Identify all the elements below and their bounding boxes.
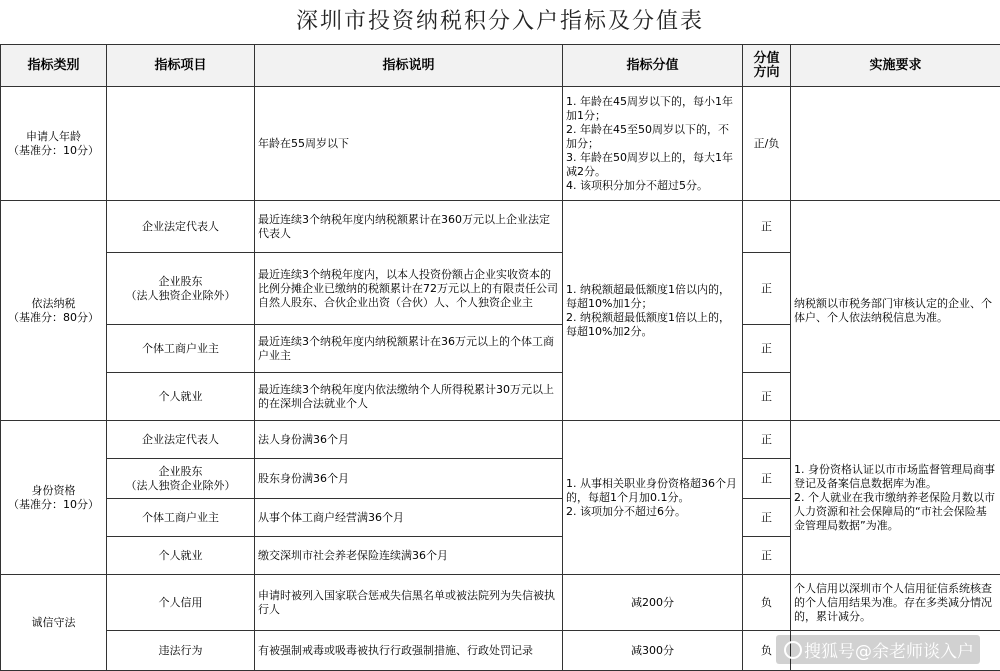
item-cell: 个体工商户业主 [107, 499, 255, 537]
header-category: 指标类别 [1, 45, 107, 87]
requirement-cell: 个人信用以深圳市个人信用征信系统核查的个人信用结果为准。存在多类减分情况的，累计减分。 [791, 575, 1000, 631]
table-row [1, 421, 1000, 459]
watermark [776, 635, 980, 664]
score-cell: 1. 年龄在45周岁以下的，每小1年加1分； 2. 年龄在45至50周岁以下的，不加分； 3. 年龄在50周岁以上的，每大1年减2分。 4. 该项积分加分不超过5分。 [563, 87, 743, 201]
desc-cell: 年龄在55周岁以下 [255, 87, 563, 201]
camera-icon [784, 641, 802, 659]
header-score: 指标分值 [563, 45, 743, 87]
header-item: 指标项目 [107, 45, 255, 87]
item-cell: 个人信用 [107, 575, 255, 631]
table-row [1, 201, 1000, 253]
direction-cell: 负 [743, 575, 791, 631]
direction-cell: 正 [743, 201, 791, 253]
direction-cell: 正/负 [743, 87, 791, 201]
header-desc: 指标说明 [255, 45, 563, 87]
score-table [0, 44, 1000, 671]
item-cell: 个人就业 [107, 373, 255, 421]
empty-cell [107, 87, 255, 201]
header-requirement: 实施要求 [791, 45, 1000, 87]
desc-cell: 最近连续3个纳税年度内纳税额累计在360万元以上企业法定代表人 [255, 201, 563, 253]
direction-cell: 正 [743, 499, 791, 537]
desc-cell: 缴交深圳市社会养老保险连续满36个月 [255, 537, 563, 575]
desc-cell: 最近连续3个纳税年度内纳税额累计在36万元以上的个体工商户业主 [255, 325, 563, 373]
requirement-cell: 1. 身份资格认证以市市场监督管理局商事登记及备案信息数据库为准。 2. 个人就业在我市缴纳养老保险月数以市人力资源和社会保障局的“市社会保险基金管理局数据”为准。 [791, 421, 1000, 575]
desc-cell: 从事个体工商户经营满36个月 [255, 499, 563, 537]
desc-cell: 有被强制戒毒或吸毒被执行行政强制措施、行政处罚记录 [255, 631, 563, 671]
page-title: 深圳市投资纳税积分入户指标及分值表 [0, 0, 1000, 44]
direction-cell: 正 [743, 325, 791, 373]
header-row [1, 45, 1000, 87]
table-row [1, 87, 1000, 201]
item-cell: 企业法定代表人 [107, 201, 255, 253]
header-direction: 分值 方向 [743, 45, 791, 87]
table-row [1, 575, 1000, 631]
category-credit: 诚信守法 [1, 575, 107, 671]
item-cell: 个人就业 [107, 537, 255, 575]
direction-cell: 正 [743, 421, 791, 459]
item-cell: 企业股东 （法人独资企业除外） [107, 253, 255, 325]
requirement-cell: 纳税额以市税务部门审核认定的企业、个体户、个人依法纳税信息为准。 [791, 201, 1000, 421]
category-tax: 依法纳税 （基准分：80分） [1, 201, 107, 421]
watermark-text: 搜狐号@余老师谈入户 [804, 642, 974, 662]
score-cell: 1. 纳税额超最低额度1倍以内的，每超10%加1分； 2. 纳税额超最低额度1倍以上的，每超10%加2分。 [563, 201, 743, 421]
direction-cell: 正 [743, 373, 791, 421]
desc-cell: 最近连续3个纳税年度内，以本人投资份额占企业实收资本的比例分摊企业已缴纳的税额累计在72万元以上的有限责任公司自然人股东、合伙企业出资（合伙）人、个人独资企业主 [255, 253, 563, 325]
item-cell: 个体工商户业主 [107, 325, 255, 373]
category-identity: 身份资格 （基准分：10分） [1, 421, 107, 575]
score-cell: 减300分 [563, 631, 743, 671]
desc-cell: 股东身份满36个月 [255, 459, 563, 499]
desc-cell: 最近连续3个纳税年度内依法缴纳个人所得税累计30万元以上的在深圳合法就业个人 [255, 373, 563, 421]
item-cell: 企业股东 （法人独资企业除外） [107, 459, 255, 499]
score-cell: 减200分 [563, 575, 743, 631]
desc-cell: 申请时被列入国家联合惩戒失信黑名单或被法院列为失信被执行人 [255, 575, 563, 631]
category-age: 申请人年龄 （基准分：10分） [1, 87, 107, 201]
empty-cell [791, 87, 1000, 201]
desc-cell: 法人身份满36个月 [255, 421, 563, 459]
direction-cell: 正 [743, 253, 791, 325]
score-cell: 1. 从事相关职业身份资格超36个月的，每超1个月加0.1分。 2. 该项加分不超过6分。 [563, 421, 743, 575]
item-cell: 企业法定代表人 [107, 421, 255, 459]
direction-cell: 负 [743, 631, 791, 671]
direction-cell: 正 [743, 537, 791, 575]
item-cell: 违法行为 [107, 631, 255, 671]
direction-cell: 正 [743, 459, 791, 499]
